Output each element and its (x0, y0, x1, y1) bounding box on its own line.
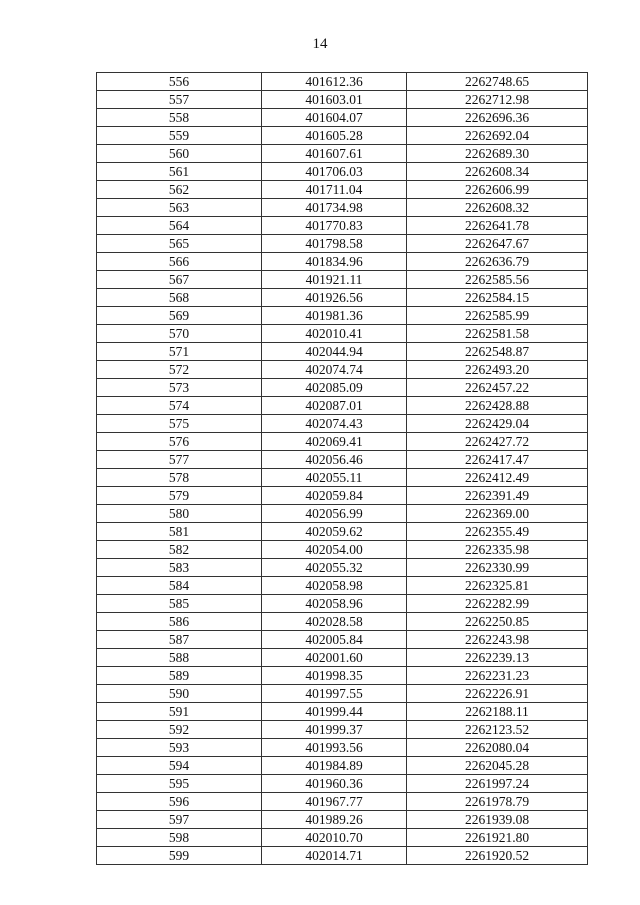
point-number-cell: 564 (97, 217, 262, 235)
point-number-cell: 598 (97, 829, 262, 847)
table-row (97, 397, 588, 415)
y-coordinate-cell: 2262712.98 (407, 91, 588, 109)
y-coordinate-cell: 2262325.81 (407, 577, 588, 595)
point-number-cell: 597 (97, 811, 262, 829)
x-coordinate-cell: 402028.58 (262, 613, 407, 631)
x-coordinate-cell: 401607.61 (262, 145, 407, 163)
point-number-cell: 585 (97, 595, 262, 613)
table-row (97, 379, 588, 397)
table-row (97, 91, 588, 109)
point-number-cell: 563 (97, 199, 262, 217)
point-number-cell: 574 (97, 397, 262, 415)
coordinates-table-body (97, 73, 588, 865)
point-number-cell: 589 (97, 667, 262, 685)
x-coordinate-cell: 401984.89 (262, 757, 407, 775)
y-coordinate-cell: 2262584.15 (407, 289, 588, 307)
y-coordinate-cell: 2262417.47 (407, 451, 588, 469)
table-row (97, 595, 588, 613)
table-row (97, 523, 588, 541)
point-number-cell: 581 (97, 523, 262, 541)
point-number-cell: 561 (97, 163, 262, 181)
point-number-cell: 558 (97, 109, 262, 127)
table-row (97, 667, 588, 685)
x-coordinate-cell: 401999.37 (262, 721, 407, 739)
point-number-cell: 578 (97, 469, 262, 487)
point-number-cell: 594 (97, 757, 262, 775)
table-row (97, 775, 588, 793)
y-coordinate-cell: 2262369.00 (407, 505, 588, 523)
table-row (97, 577, 588, 595)
table-row (97, 307, 588, 325)
point-number-cell: 576 (97, 433, 262, 451)
point-number-cell: 584 (97, 577, 262, 595)
x-coordinate-cell: 402085.09 (262, 379, 407, 397)
point-number-cell: 568 (97, 289, 262, 307)
table-row (97, 721, 588, 739)
y-coordinate-cell: 2262330.99 (407, 559, 588, 577)
y-coordinate-cell: 2261921.80 (407, 829, 588, 847)
y-coordinate-cell: 2262427.72 (407, 433, 588, 451)
table-row (97, 163, 588, 181)
table-row (97, 181, 588, 199)
x-coordinate-cell: 402010.70 (262, 829, 407, 847)
x-coordinate-cell: 402014.71 (262, 847, 407, 865)
x-coordinate-cell: 402056.99 (262, 505, 407, 523)
point-number-cell: 580 (97, 505, 262, 523)
point-number-cell: 560 (97, 145, 262, 163)
x-coordinate-cell: 401993.56 (262, 739, 407, 757)
x-coordinate-cell: 402055.32 (262, 559, 407, 577)
point-number-cell: 570 (97, 325, 262, 343)
x-coordinate-cell: 402005.84 (262, 631, 407, 649)
point-number-cell: 587 (97, 631, 262, 649)
point-number-cell: 571 (97, 343, 262, 361)
x-coordinate-cell: 401999.44 (262, 703, 407, 721)
x-coordinate-cell: 402054.00 (262, 541, 407, 559)
x-coordinate-cell: 402087.01 (262, 397, 407, 415)
x-coordinate-cell: 401603.01 (262, 91, 407, 109)
page-number: 14 (312, 36, 328, 52)
point-number-cell: 591 (97, 703, 262, 721)
x-coordinate-cell: 402074.74 (262, 361, 407, 379)
table-row (97, 559, 588, 577)
table-row (97, 253, 588, 271)
y-coordinate-cell: 2262696.36 (407, 109, 588, 127)
y-coordinate-cell: 2262585.99 (407, 307, 588, 325)
x-coordinate-cell: 401998.35 (262, 667, 407, 685)
point-number-cell: 562 (97, 181, 262, 199)
table-row (97, 451, 588, 469)
y-coordinate-cell: 2262585.56 (407, 271, 588, 289)
table-row (97, 235, 588, 253)
point-number-cell: 559 (97, 127, 262, 145)
y-coordinate-cell: 2262608.32 (407, 199, 588, 217)
x-coordinate-cell: 402001.60 (262, 649, 407, 667)
point-number-cell: 592 (97, 721, 262, 739)
y-coordinate-cell: 2262493.20 (407, 361, 588, 379)
table-row (97, 199, 588, 217)
point-number-cell: 582 (97, 541, 262, 559)
point-number-cell: 599 (97, 847, 262, 865)
y-coordinate-cell: 2262412.49 (407, 469, 588, 487)
table-row (97, 757, 588, 775)
x-coordinate-cell: 401834.96 (262, 253, 407, 271)
y-coordinate-cell: 2262123.52 (407, 721, 588, 739)
table-row (97, 541, 588, 559)
x-coordinate-cell: 401997.55 (262, 685, 407, 703)
y-coordinate-cell: 2262429.04 (407, 415, 588, 433)
x-coordinate-cell: 401989.26 (262, 811, 407, 829)
x-coordinate-cell: 402059.62 (262, 523, 407, 541)
y-coordinate-cell: 2262391.49 (407, 487, 588, 505)
table-row (97, 109, 588, 127)
table-row (97, 289, 588, 307)
y-coordinate-cell: 2261997.24 (407, 775, 588, 793)
x-coordinate-cell: 401981.36 (262, 307, 407, 325)
point-number-cell: 593 (97, 739, 262, 757)
table-row (97, 469, 588, 487)
table-row (97, 217, 588, 235)
table-row (97, 433, 588, 451)
x-coordinate-cell: 401604.07 (262, 109, 407, 127)
y-coordinate-cell: 2262355.49 (407, 523, 588, 541)
x-coordinate-cell: 401706.03 (262, 163, 407, 181)
point-number-cell: 569 (97, 307, 262, 325)
x-coordinate-cell: 402010.41 (262, 325, 407, 343)
table-row (97, 739, 588, 757)
y-coordinate-cell: 2262457.22 (407, 379, 588, 397)
x-coordinate-cell: 401770.83 (262, 217, 407, 235)
y-coordinate-cell: 2262641.78 (407, 217, 588, 235)
table-row (97, 505, 588, 523)
point-number-cell: 586 (97, 613, 262, 631)
x-coordinate-cell: 402058.98 (262, 577, 407, 595)
point-number-cell: 567 (97, 271, 262, 289)
point-number-cell: 588 (97, 649, 262, 667)
point-number-cell: 579 (97, 487, 262, 505)
x-coordinate-cell: 402056.46 (262, 451, 407, 469)
x-coordinate-cell: 402055.11 (262, 469, 407, 487)
y-coordinate-cell: 2262080.04 (407, 739, 588, 757)
point-number-cell: 565 (97, 235, 262, 253)
table-row (97, 343, 588, 361)
y-coordinate-cell: 2262581.58 (407, 325, 588, 343)
table-row (97, 415, 588, 433)
y-coordinate-cell: 2261920.52 (407, 847, 588, 865)
x-coordinate-cell: 402059.84 (262, 487, 407, 505)
table-row (97, 271, 588, 289)
point-number-cell: 556 (97, 73, 262, 91)
table-row (97, 811, 588, 829)
table-row (97, 487, 588, 505)
y-coordinate-cell: 2262231.23 (407, 667, 588, 685)
y-coordinate-cell: 2262282.99 (407, 595, 588, 613)
table-row (97, 127, 588, 145)
y-coordinate-cell: 2261978.79 (407, 793, 588, 811)
y-coordinate-cell: 2262647.67 (407, 235, 588, 253)
x-coordinate-cell: 401605.28 (262, 127, 407, 145)
table-row (97, 793, 588, 811)
x-coordinate-cell: 401967.77 (262, 793, 407, 811)
table-row (97, 649, 588, 667)
x-coordinate-cell: 401960.36 (262, 775, 407, 793)
y-coordinate-cell: 2262606.99 (407, 181, 588, 199)
y-coordinate-cell: 2262636.79 (407, 253, 588, 271)
table-row (97, 685, 588, 703)
point-number-cell: 566 (97, 253, 262, 271)
x-coordinate-cell: 402069.41 (262, 433, 407, 451)
point-number-cell: 572 (97, 361, 262, 379)
y-coordinate-cell: 2262045.28 (407, 757, 588, 775)
table-row (97, 847, 588, 865)
y-coordinate-cell: 2262335.98 (407, 541, 588, 559)
point-number-cell: 557 (97, 91, 262, 109)
y-coordinate-cell: 2262239.13 (407, 649, 588, 667)
point-number-cell: 590 (97, 685, 262, 703)
x-coordinate-cell: 401798.58 (262, 235, 407, 253)
point-number-cell: 577 (97, 451, 262, 469)
table-row (97, 145, 588, 163)
point-number-cell: 596 (97, 793, 262, 811)
x-coordinate-cell: 401921.11 (262, 271, 407, 289)
table-row (97, 829, 588, 847)
y-coordinate-cell: 2262250.85 (407, 613, 588, 631)
y-coordinate-cell: 2262689.30 (407, 145, 588, 163)
y-coordinate-cell: 2262748.65 (407, 73, 588, 91)
y-coordinate-cell: 2262428.88 (407, 397, 588, 415)
y-coordinate-cell: 2262243.98 (407, 631, 588, 649)
point-number-cell: 583 (97, 559, 262, 577)
x-coordinate-cell: 402058.96 (262, 595, 407, 613)
point-number-cell: 575 (97, 415, 262, 433)
y-coordinate-cell: 2261939.08 (407, 811, 588, 829)
table-row (97, 73, 588, 91)
table-row (97, 631, 588, 649)
point-number-cell: 573 (97, 379, 262, 397)
x-coordinate-cell: 401734.98 (262, 199, 407, 217)
y-coordinate-cell: 2262226.91 (407, 685, 588, 703)
table-row (97, 613, 588, 631)
x-coordinate-cell: 402074.43 (262, 415, 407, 433)
y-coordinate-cell: 2262188.11 (407, 703, 588, 721)
coordinates-table (96, 72, 588, 865)
table-row (97, 703, 588, 721)
x-coordinate-cell: 401711.04 (262, 181, 407, 199)
table-row (97, 325, 588, 343)
y-coordinate-cell: 2262608.34 (407, 163, 588, 181)
table-row (97, 361, 588, 379)
x-coordinate-cell: 401926.56 (262, 289, 407, 307)
point-number-cell: 595 (97, 775, 262, 793)
y-coordinate-cell: 2262692.04 (407, 127, 588, 145)
x-coordinate-cell: 401612.36 (262, 73, 407, 91)
x-coordinate-cell: 402044.94 (262, 343, 407, 361)
y-coordinate-cell: 2262548.87 (407, 343, 588, 361)
